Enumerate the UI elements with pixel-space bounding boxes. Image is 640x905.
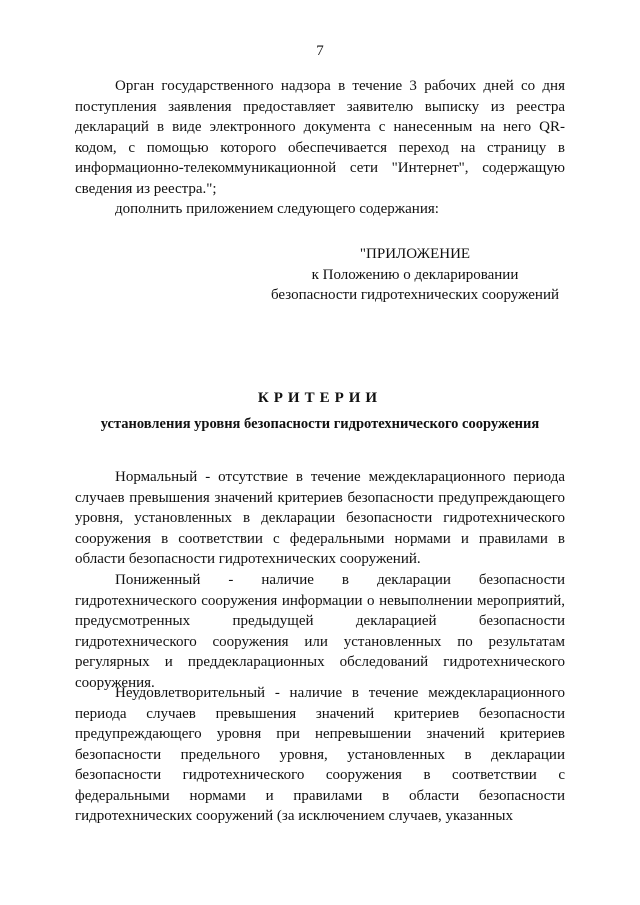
intro-amendment-line: дополнить приложением следующего содержания:	[115, 201, 439, 217]
appendix-line-2: к Положению о декларировании	[311, 266, 519, 283]
criterion-unsatisfactory: Неудовлетворительный - наличие в течение междекларационного периода случаев превышения значений критериев безопасности предупреждающего уровня при непревышении значений критериев безопасности предельного уровня, установленных в декларации безопасности гидротехнического сооружения в соответствии с федеральными нормами и правилами в области безопасности гидротехнических сооружений (за исключением случаев, указанных	[75, 685, 565, 824]
criteria-subtitle: установления уровня безопасности гидротехнического сооружения	[100, 416, 540, 432]
criterion-reduced: Пониженный - наличие в декларации безопасности гидротехнического сооружения информации о невыполнении мероприятий, предусмотренных предыдущей декларацией безопасности гидротехнического сооружения или установленных по результатам регулярных и преддекларационных обследований гидротехнического сооружения.	[75, 572, 565, 691]
intro-paragraph: Орган государственного надзора в течение 3 рабочих дней со дня поступления заявления предоставляет заявителю выписку из реестра деклараций в виде электронного документа с нанесенным на него QR-кодом, с помощью которого обеспечивается переход на страницу в информационно-телекоммуникационной сети "Интернет", содержащую сведения из реестра.";	[75, 78, 565, 197]
appendix-title: "ПРИЛОЖЕНИЕ	[359, 246, 471, 262]
criteria-title: КРИТЕРИИ	[257, 390, 383, 406]
page-number: 7	[316, 43, 324, 59]
appendix-header	[260, 244, 570, 306]
criterion-normal: Нормальный - отсутствие в течение междекларационного периода случаев превышения значений критериев безопасности предупреждающего уровня, установленных в декларации безопасности гидротехнического сооружения в соответствии с федеральными нормами и правилами в области безопасности гидротехнических сооружений.	[75, 469, 565, 567]
appendix-line-3: безопасности гидротехнических сооружений	[271, 287, 559, 303]
